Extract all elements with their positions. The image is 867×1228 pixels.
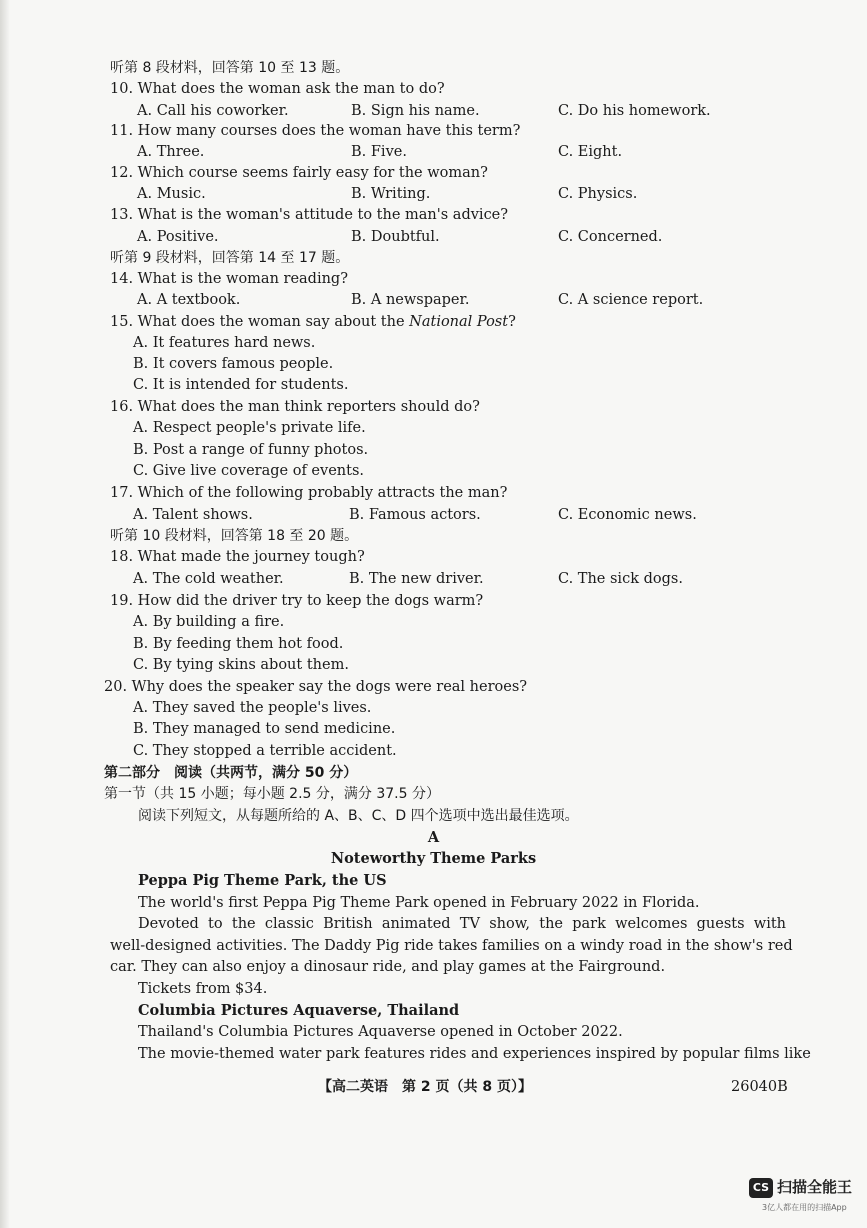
question-16-option-a: A. Respect people's private life. <box>133 420 366 436</box>
question-18-option-a: A. The cold weather. <box>133 571 284 587</box>
park-2-paragraph-2-line-1: The movie-themed water park features rides and experiences inspired by popular films like <box>138 1046 811 1062</box>
park-1-paragraph-2-line-2: well-designed activities. The Daddy Pig ride takes families on a windy road in the show's red <box>110 938 793 954</box>
question-11-option-c: C. Eight. <box>558 144 623 160</box>
question-15-option-c: C. It is intended for students. <box>133 377 349 393</box>
question-11-option-a: A. Three. <box>137 144 205 160</box>
question-14-option-b: B. A newspaper. <box>351 292 470 308</box>
question-17-option-b: B. Famous actors. <box>349 507 481 523</box>
question-15-stem-publication: National Post <box>409 314 509 330</box>
question-14-option-c: C. A science report. <box>558 292 704 308</box>
park-1-paragraph-2-line-1: Devoted to the classic British animated TV show, the park welcomes guests with <box>138 916 786 932</box>
page-edge-shadow <box>0 0 10 1228</box>
exam-code: 26040B <box>731 1079 788 1095</box>
question-18-option-c: C. The sick dogs. <box>558 571 683 587</box>
section-10-header: 听第 10 段材料，回答第 18 至 20 题。 <box>110 528 359 544</box>
question-12-option-c: C. Physics. <box>558 186 638 202</box>
question-17-option-a: A. Talent shows. <box>133 507 253 523</box>
question-16-option-c: C. Give live coverage of events. <box>133 463 365 479</box>
question-18-stem: 18. What made the journey tough? <box>110 549 365 565</box>
question-15-stem-mark: ? <box>508 314 516 330</box>
question-15-option-a: A. It features hard news. <box>133 335 316 351</box>
question-16-stem: 16. What does the man think reporters should do? <box>110 399 480 415</box>
passage-letter: A <box>427 829 440 846</box>
reading-instruction: 阅读下列短文，从每题所给的 A、B、C、D 四个选项中选出最佳选项。 <box>138 808 579 824</box>
question-20-option-b: B. They managed to send medicine. <box>133 721 396 737</box>
question-10-stem: 10. What does the woman ask the man to do? <box>110 81 445 97</box>
question-10-option-c: C. Do his homework. <box>558 103 711 119</box>
question-11-stem: 11. How many courses does the woman have this term? <box>110 123 521 139</box>
question-12-stem: 12. Which course seems fairly easy for the woman? <box>110 165 488 181</box>
question-12-option-a: A. Music. <box>137 186 206 202</box>
question-14-stem: 14. What is the woman reading? <box>110 271 348 287</box>
question-13-option-b: B. Doubtful. <box>351 229 440 245</box>
question-15-stem-text: 15. What does the woman say about the <box>110 314 410 330</box>
scanner-logo-icon: CS <box>749 1178 773 1198</box>
passage-title: Noteworthy Theme Parks <box>330 850 537 867</box>
question-15-stem <box>110 312 516 332</box>
question-19-option-c: C. By tying skins about them. <box>133 657 349 673</box>
question-19-option-a: A. By building a fire. <box>133 614 285 630</box>
section-9-header: 听第 9 段材料，回答第 14 至 17 题。 <box>110 250 350 266</box>
question-20-option-c: C. They stopped a terrible accident. <box>133 743 397 759</box>
park-2-title: Columbia Pictures Aquaverse, Thailand <box>138 1002 460 1019</box>
question-13-stem: 13. What is the woman's attitude to the man's advice? <box>110 207 509 223</box>
question-17-stem: 17. Which of the following probably attracts the man? <box>110 485 508 501</box>
question-13-option-a: A. Positive. <box>137 229 219 245</box>
question-14-option-a: A. A textbook. <box>137 292 241 308</box>
park-1-paragraph-1: The world's first Peppa Pig Theme Park opened in February 2022 in Florida. <box>138 895 700 911</box>
question-15-option-b: B. It covers famous people. <box>133 356 334 372</box>
question-18-option-b: B. The new driver. <box>349 571 484 587</box>
page-footer: 【高二英语 第 2 页（共 8 页）】 <box>318 1079 532 1095</box>
park-1-ticket-price: Tickets from $34. <box>138 981 268 997</box>
question-16-option-b: B. Post a range of funny photos. <box>133 442 369 458</box>
section-8-header: 听第 8 段材料，回答第 10 至 13 题。 <box>110 60 350 76</box>
question-17-option-c: C. Economic news. <box>558 507 697 523</box>
scanner-app-name: 扫描全能王 <box>777 1178 853 1196</box>
part-2-title: 第二部分 阅读（共两节，满分 50 分） <box>104 765 358 781</box>
park-1-title: Peppa Pig Theme Park, the US <box>138 872 387 889</box>
question-19-option-b: B. By feeding them hot food. <box>133 636 344 652</box>
question-20-stem: 20. Why does the speaker say the dogs were real heroes? <box>104 679 528 695</box>
section-1-title: 第一节（共 15 小题；每小题 2.5 分，满分 37.5 分） <box>104 786 440 802</box>
question-13-option-c: C. Concerned. <box>558 229 663 245</box>
park-1-paragraph-2-line-3: car. They can also enjoy a dinosaur ride, and play games at the Fairground. <box>110 959 666 975</box>
scanner-tagline: 3亿人都在用的扫描App <box>762 1203 847 1212</box>
question-19-stem: 19. How did the driver try to keep the dogs warm? <box>110 593 484 609</box>
park-2-paragraph-1: Thailand's Columbia Pictures Aquaverse opened in October 2022. <box>138 1024 623 1040</box>
question-10-option-b: B. Sign his name. <box>351 103 480 119</box>
question-20-option-a: A. They saved the people's lives. <box>133 700 372 716</box>
question-10-option-a: A. Call his coworker. <box>137 103 289 119</box>
question-11-option-b: B. Five. <box>351 144 407 160</box>
question-12-option-b: B. Writing. <box>351 186 431 202</box>
